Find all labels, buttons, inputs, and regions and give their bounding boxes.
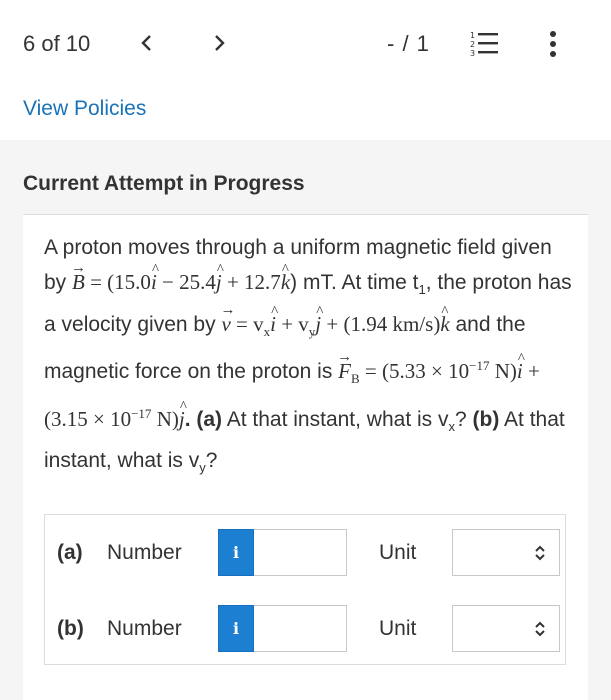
unit-label-a: Unit bbox=[379, 541, 417, 564]
svg-text:3: 3 bbox=[470, 49, 476, 58]
info-button-a[interactable]: i bbox=[218, 529, 254, 576]
chevron-updown-icon bbox=[533, 618, 547, 640]
vertical-ellipsis-icon bbox=[550, 31, 556, 37]
number-input-b[interactable] bbox=[254, 605, 347, 652]
unit-select-b[interactable] bbox=[452, 605, 560, 652]
answer-box bbox=[44, 514, 566, 665]
numbered-list-icon bbox=[470, 30, 500, 58]
part-label-b: (b) bbox=[57, 617, 84, 640]
number-label-b: Number bbox=[107, 617, 182, 640]
svg-text:2: 2 bbox=[470, 40, 476, 49]
chevron-updown-icon bbox=[533, 542, 547, 564]
top-navigation-bar bbox=[0, 0, 611, 88]
info-button-b[interactable]: i bbox=[218, 605, 254, 652]
question-counter: 6 of 10 bbox=[23, 31, 91, 56]
chevron-right-icon bbox=[213, 33, 227, 53]
number-input-a[interactable] bbox=[254, 529, 347, 576]
svg-text:1: 1 bbox=[470, 31, 476, 40]
question-list-button[interactable] bbox=[470, 30, 500, 58]
question-panel bbox=[23, 215, 588, 700]
chevron-left-icon bbox=[139, 33, 153, 53]
previous-question-button[interactable] bbox=[131, 28, 161, 58]
part-label-a: (a) bbox=[57, 541, 83, 564]
attempt-status-heading: Current Attempt in Progress bbox=[23, 172, 305, 195]
more-options-button[interactable] bbox=[541, 28, 565, 60]
score-display: - / 1 bbox=[387, 31, 430, 56]
number-label-a: Number bbox=[107, 541, 182, 564]
question-text: A proton moves through a uniform magnetic field given by → B = (15.0^ i − 25.4^ j + 12.7^ k) mT. At time $t_1$, the proton has a velocity given by → $v = v_x\^{}$ $i + v_y\^{}$ j + (1.94 km/s)^ k and the magnetic force on the proton is → $F_B = (5.33 \times 10^{-17}$ N)^ $i + (3.15 \times 10^{-17}$ N)^ j. (a) At that instant, what is $v_x$? (b) At that instant, what is $v_y$? bbox=[44, 231, 574, 485]
unit-select-a[interactable] bbox=[452, 529, 560, 576]
next-question-button[interactable] bbox=[205, 28, 235, 58]
answer-row-b bbox=[45, 605, 565, 655]
answer-row-a bbox=[45, 529, 565, 579]
unit-label-b: Unit bbox=[379, 617, 417, 640]
view-policies-link[interactable]: View Policies bbox=[23, 97, 147, 120]
